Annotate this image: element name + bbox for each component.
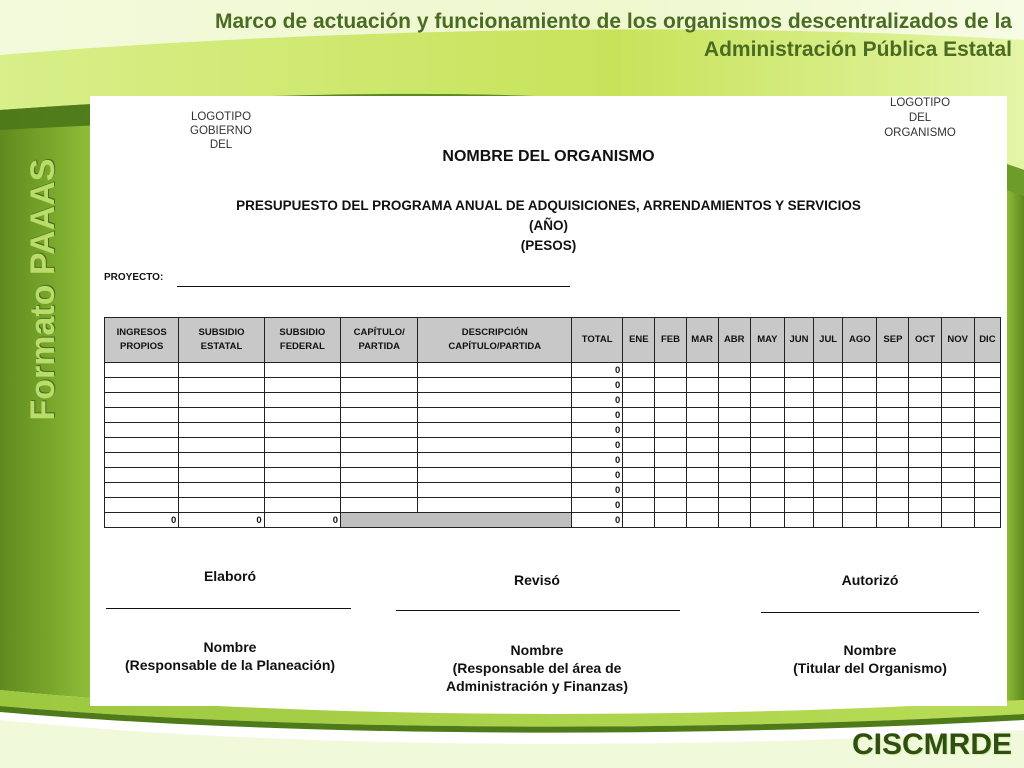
budget-cell[interactable]	[784, 363, 813, 378]
budget-cell[interactable]	[784, 438, 813, 453]
budget-cell[interactable]	[877, 438, 909, 453]
budget-cell[interactable]	[655, 408, 686, 423]
budget-cell[interactable]	[623, 438, 655, 453]
budget-cell[interactable]	[750, 483, 784, 498]
budget-cell[interactable]	[750, 423, 784, 438]
reviso-signature-line	[396, 610, 680, 611]
budget-cell[interactable]	[941, 468, 974, 483]
budget-cell[interactable]	[877, 498, 909, 513]
budget-cell[interactable]	[814, 438, 843, 453]
budget-cell[interactable]	[843, 498, 877, 513]
budget-cell[interactable]	[623, 498, 655, 513]
budget-cell[interactable]	[750, 438, 784, 453]
budget-cell[interactable]	[686, 468, 718, 483]
budget-cell[interactable]	[814, 453, 843, 468]
budget-cell[interactable]	[418, 483, 572, 498]
budget-cell[interactable]	[341, 438, 418, 453]
budget-cell[interactable]	[179, 393, 264, 408]
budget-cell[interactable]	[623, 408, 655, 423]
budget-cell[interactable]	[750, 378, 784, 393]
budget-cell[interactable]	[843, 438, 877, 453]
budget-cell[interactable]	[655, 483, 686, 498]
budget-cell[interactable]	[105, 363, 179, 378]
budget-cell[interactable]	[877, 378, 909, 393]
budget-cell[interactable]	[974, 393, 1000, 408]
column-header: NOV	[941, 318, 974, 363]
budget-cell[interactable]	[179, 453, 264, 468]
budget-cell[interactable]	[655, 393, 686, 408]
row-total-cell[interactable]: 0	[572, 393, 623, 408]
month-total-cell	[843, 513, 877, 528]
month-total-cell	[718, 513, 750, 528]
budget-cell[interactable]	[686, 378, 718, 393]
budget-cell[interactable]	[814, 498, 843, 513]
budget-cell[interactable]	[341, 378, 418, 393]
budget-currency: (PESOS)	[520, 238, 577, 253]
budget-cell[interactable]	[843, 468, 877, 483]
month-total-cell	[686, 513, 718, 528]
budget-cell[interactable]	[341, 453, 418, 468]
month-total-cell	[974, 513, 1000, 528]
budget-cell[interactable]	[655, 438, 686, 453]
budget-cell[interactable]	[686, 498, 718, 513]
budget-cell[interactable]	[784, 453, 813, 468]
row-total-cell[interactable]: 0	[572, 408, 623, 423]
column-header: ENE	[623, 318, 655, 363]
budget-cell[interactable]	[418, 423, 572, 438]
budget-cell[interactable]	[877, 363, 909, 378]
budget-cell[interactable]	[264, 363, 340, 378]
budget-cell[interactable]	[686, 363, 718, 378]
budget-cell[interactable]	[750, 408, 784, 423]
elaboro-signature-line	[106, 608, 351, 609]
budget-cell[interactable]	[623, 453, 655, 468]
table-row	[105, 408, 1001, 423]
budget-cell[interactable]	[686, 423, 718, 438]
budget-cell[interactable]	[814, 483, 843, 498]
budget-cell[interactable]	[784, 468, 813, 483]
budget-cell[interactable]	[686, 393, 718, 408]
budget-cell[interactable]	[941, 393, 974, 408]
header-title-line1: Marco de actuación y funcionamiento de los organismos descentralizados de la	[214, 10, 1012, 33]
budget-cell[interactable]	[623, 423, 655, 438]
budget-cell[interactable]	[974, 423, 1000, 438]
month-total-cell	[941, 513, 974, 528]
budget-cell[interactable]	[623, 468, 655, 483]
row-total-cell[interactable]: 0	[572, 468, 623, 483]
budget-cell[interactable]	[909, 393, 941, 408]
budget-cell[interactable]	[941, 438, 974, 453]
budget-cell[interactable]	[909, 498, 941, 513]
budget-cell[interactable]	[814, 393, 843, 408]
column-header: JUN	[784, 318, 813, 363]
month-total-cell	[877, 513, 909, 528]
budget-cell[interactable]	[814, 378, 843, 393]
budget-cell[interactable]	[418, 438, 572, 453]
budget-cell[interactable]	[750, 453, 784, 468]
budget-cell[interactable]	[941, 498, 974, 513]
budget-cell[interactable]	[105, 453, 179, 468]
budget-cell[interactable]	[909, 363, 941, 378]
grand-total-cell: 0	[572, 513, 623, 528]
budget-cell[interactable]	[718, 483, 750, 498]
month-total-cell	[909, 513, 941, 528]
budget-cell[interactable]	[718, 453, 750, 468]
autorizo-signature-line	[761, 612, 979, 613]
budget-cell[interactable]	[655, 453, 686, 468]
row-total-cell[interactable]: 0	[572, 483, 623, 498]
budget-cell[interactable]	[843, 363, 877, 378]
budget-cell[interactable]	[843, 408, 877, 423]
budget-cell[interactable]	[718, 438, 750, 453]
budget-table-header	[105, 318, 1001, 363]
table-row	[105, 498, 1001, 513]
budget-cell[interactable]	[264, 393, 340, 408]
budget-year: (AÑO)	[529, 218, 568, 233]
column-header: SUBSIDIO FEDERAL	[264, 318, 340, 363]
budget-cell[interactable]	[877, 468, 909, 483]
column-header: TOTAL	[572, 318, 623, 363]
budget-cell[interactable]	[655, 363, 686, 378]
budget-cell[interactable]	[941, 378, 974, 393]
budget-cell[interactable]	[941, 363, 974, 378]
budget-cell[interactable]	[686, 453, 718, 468]
budget-cell[interactable]	[105, 483, 179, 498]
budget-cell[interactable]	[974, 498, 1000, 513]
reviso-label: Revisó	[514, 572, 560, 588]
column-header: AGO	[843, 318, 877, 363]
budget-title: PRESUPUESTO DEL PROGRAMA ANUAL DE ADQUISICIONES, ARRENDAMIENTOS Y SERVICIOS	[236, 198, 861, 213]
organism-logo-placeholder: LOGOTIPO DEL ORGANISMO	[884, 97, 956, 139]
budget-cell[interactable]	[784, 483, 813, 498]
budget-cell[interactable]	[341, 498, 418, 513]
month-total-cell	[623, 513, 655, 528]
budget-cell[interactable]	[655, 468, 686, 483]
project-label: PROYECTO:	[104, 272, 164, 283]
slide-header-title	[12, 8, 1012, 64]
budget-table	[104, 317, 1001, 528]
month-total-cell	[814, 513, 843, 528]
budget-cell[interactable]	[843, 423, 877, 438]
budget-cell[interactable]	[750, 393, 784, 408]
budget-cell[interactable]	[909, 483, 941, 498]
budget-cell[interactable]	[264, 483, 340, 498]
budget-cell[interactable]	[418, 498, 572, 513]
budget-cell[interactable]	[784, 498, 813, 513]
column-header: MAR	[686, 318, 718, 363]
budget-cell[interactable]	[941, 483, 974, 498]
table-row	[105, 468, 1001, 483]
budget-cell[interactable]	[623, 363, 655, 378]
row-total-cell[interactable]: 0	[572, 378, 623, 393]
budget-cell[interactable]	[877, 483, 909, 498]
budget-cell[interactable]	[418, 393, 572, 408]
budget-cell[interactable]	[974, 468, 1000, 483]
budget-cell[interactable]	[814, 468, 843, 483]
budget-cell[interactable]	[686, 483, 718, 498]
budget-cell[interactable]	[105, 438, 179, 453]
budget-cell[interactable]	[341, 423, 418, 438]
budget-cell[interactable]	[784, 378, 813, 393]
table-row	[105, 423, 1001, 438]
budget-cell[interactable]	[179, 363, 264, 378]
column-header: DESCRIPCIÓN CAPÍTULO/PARTIDA	[418, 318, 572, 363]
budget-cell[interactable]	[814, 423, 843, 438]
budget-cell[interactable]	[264, 468, 340, 483]
budget-cell[interactable]	[623, 378, 655, 393]
budget-cell[interactable]	[718, 468, 750, 483]
budget-cell[interactable]	[655, 498, 686, 513]
budget-cell[interactable]	[179, 483, 264, 498]
budget-cell[interactable]	[843, 393, 877, 408]
budget-cell[interactable]	[843, 483, 877, 498]
row-total-cell[interactable]: 0	[572, 498, 623, 513]
government-logo-placeholder: LOGOTIPO GOBIERNO DEL	[190, 111, 252, 151]
organism-name: NOMBRE DEL ORGANISMO	[442, 148, 655, 165]
budget-cell[interactable]	[814, 363, 843, 378]
budget-cell[interactable]	[179, 438, 264, 453]
table-row	[105, 378, 1001, 393]
column-header: OCT	[909, 318, 941, 363]
table-row	[105, 438, 1001, 453]
budget-cell[interactable]	[341, 468, 418, 483]
budget-cell[interactable]	[341, 408, 418, 423]
budget-cell[interactable]	[686, 408, 718, 423]
table-row	[105, 483, 1001, 498]
budget-cell[interactable]	[718, 408, 750, 423]
budget-cell[interactable]	[909, 378, 941, 393]
column-header: INGRESOS PROPIOS	[105, 318, 179, 363]
budget-cell[interactable]	[341, 363, 418, 378]
budget-cell[interactable]	[179, 468, 264, 483]
budget-cell[interactable]	[418, 363, 572, 378]
budget-cell[interactable]	[909, 438, 941, 453]
budget-cell[interactable]	[718, 363, 750, 378]
budget-cell[interactable]	[718, 498, 750, 513]
totals-row	[105, 513, 1001, 528]
budget-cell[interactable]	[105, 393, 179, 408]
budget-cell[interactable]	[418, 468, 572, 483]
budget-cell[interactable]	[264, 453, 340, 468]
header-title-line2: Administración Pública Estatal	[703, 38, 1012, 61]
budget-cell[interactable]	[623, 393, 655, 408]
budget-cell[interactable]	[974, 363, 1000, 378]
format-label: Formato PAAAS	[24, 158, 62, 421]
budget-cell[interactable]	[974, 408, 1000, 423]
budget-cell[interactable]	[784, 393, 813, 408]
budget-cell[interactable]	[105, 498, 179, 513]
column-header: ABR	[718, 318, 750, 363]
budget-cell[interactable]	[105, 378, 179, 393]
budget-cell[interactable]	[784, 408, 813, 423]
budget-cell[interactable]	[264, 408, 340, 423]
budget-cell[interactable]	[341, 393, 418, 408]
budget-cell[interactable]	[718, 423, 750, 438]
budget-cell[interactable]	[814, 408, 843, 423]
month-total-cell	[655, 513, 686, 528]
budget-cell[interactable]	[655, 378, 686, 393]
autorizo-label: Autorizó	[841, 572, 899, 588]
budget-cell[interactable]	[105, 423, 179, 438]
shaded-totals-cell	[341, 513, 572, 528]
row-total-cell[interactable]: 0	[572, 363, 623, 378]
row-total-cell[interactable]: 0	[572, 423, 623, 438]
row-total-cell[interactable]: 0	[572, 453, 623, 468]
budget-cell[interactable]	[974, 453, 1000, 468]
reviso-name-block: Nombre (Responsable del área de Administración y Finanzas)	[445, 642, 629, 694]
budget-cell[interactable]	[341, 483, 418, 498]
budget-cell[interactable]	[418, 378, 572, 393]
column-header: DIC	[974, 318, 1000, 363]
row-total-cell[interactable]: 0	[572, 438, 623, 453]
budget-cell[interactable]	[264, 378, 340, 393]
budget-cell[interactable]	[941, 453, 974, 468]
budget-cell[interactable]	[877, 423, 909, 438]
budget-cell[interactable]	[974, 438, 1000, 453]
total-subsidio-federal-cell: 0	[264, 513, 340, 528]
budget-cell[interactable]	[264, 498, 340, 513]
month-total-cell	[750, 513, 784, 528]
budget-cell[interactable]	[843, 378, 877, 393]
column-header: JUL	[814, 318, 843, 363]
budget-cell[interactable]	[623, 483, 655, 498]
budget-cell[interactable]	[105, 408, 179, 423]
elaboro-label: Elaboró	[203, 568, 257, 584]
budget-table-body	[105, 363, 1001, 528]
budget-cell[interactable]	[655, 423, 686, 438]
budget-cell[interactable]	[843, 453, 877, 468]
budget-cell[interactable]	[718, 393, 750, 408]
column-header: MAY	[750, 318, 784, 363]
budget-cell[interactable]	[941, 423, 974, 438]
budget-cell[interactable]	[909, 468, 941, 483]
budget-cell[interactable]	[784, 423, 813, 438]
budget-cell[interactable]	[686, 438, 718, 453]
total-subsidio-estatal-cell: 0	[179, 513, 264, 528]
column-header: SUBSIDIO ESTATAL	[179, 318, 264, 363]
budget-cell[interactable]	[179, 408, 264, 423]
budget-cell[interactable]	[750, 468, 784, 483]
column-header: SEP	[877, 318, 909, 363]
budget-cell[interactable]	[974, 483, 1000, 498]
budget-cell[interactable]	[718, 378, 750, 393]
budget-title-block	[90, 196, 1007, 256]
budget-cell[interactable]	[750, 498, 784, 513]
budget-cell[interactable]	[418, 408, 572, 423]
month-total-cell	[784, 513, 813, 528]
budget-cell[interactable]	[909, 453, 941, 468]
budget-cell[interactable]	[418, 453, 572, 468]
column-header: FEB	[655, 318, 686, 363]
budget-cell[interactable]	[264, 438, 340, 453]
budget-cell[interactable]	[179, 498, 264, 513]
elaboro-name-block: Nombre (Responsable de la Planeación)	[124, 639, 336, 673]
budget-cell[interactable]	[105, 468, 179, 483]
table-row	[105, 453, 1001, 468]
budget-cell[interactable]	[909, 408, 941, 423]
document-panel	[90, 96, 1007, 706]
vertical-format-title	[24, 159, 63, 421]
table-header-row	[105, 318, 1001, 363]
budget-cell[interactable]	[909, 423, 941, 438]
budget-cell[interactable]	[750, 363, 784, 378]
table-row	[105, 393, 1001, 408]
brand-label: CISCMRDE	[851, 728, 1012, 761]
total-ingresos-propios-cell: 0	[105, 513, 179, 528]
budget-cell[interactable]	[179, 423, 264, 438]
budget-cell[interactable]	[877, 408, 909, 423]
budget-cell[interactable]	[179, 378, 264, 393]
column-header: CAPÍTULO/ PARTIDA	[341, 318, 418, 363]
budget-cell[interactable]	[974, 378, 1000, 393]
budget-cell[interactable]	[941, 408, 974, 423]
budget-cell[interactable]	[877, 453, 909, 468]
budget-cell[interactable]	[264, 423, 340, 438]
project-field-line	[177, 286, 570, 287]
table-row	[105, 363, 1001, 378]
autorizo-name-block: Nombre (Titular del Organismo)	[793, 642, 947, 676]
budget-cell[interactable]	[877, 393, 909, 408]
